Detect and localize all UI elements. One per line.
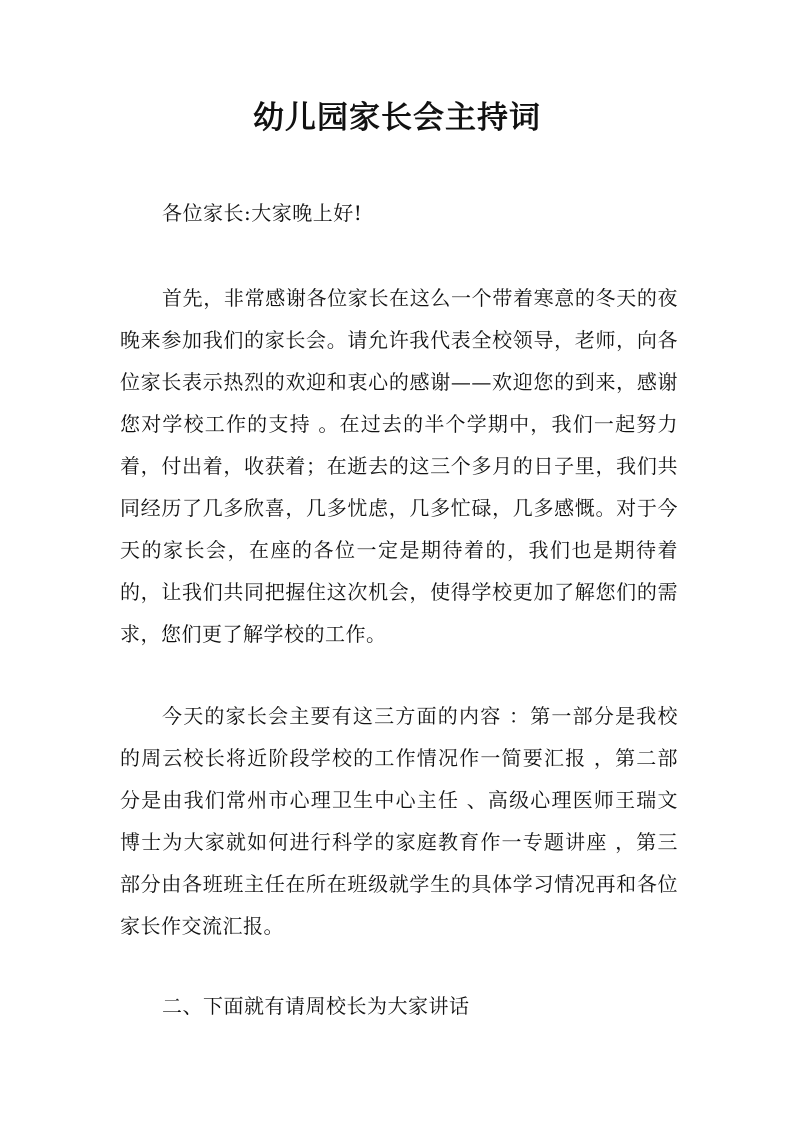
document-title: 幼儿园家长会主持词: [253, 100, 541, 136]
next-speaker-paragraph: 二、下面就有请周校长为大家讲话: [162, 994, 470, 1018]
meeting-content-paragraph: 今天的家长会主要有这三方面的内容 ：第一部分是我校的周云校长将近阶段学校的工作情况作一简要汇报 ，第二部分是由我们常州市心理卫生中心主任 、高级心理医师王瑞文博士为大家就如何进行科学的家庭教育作一专题讲座 ，第三部分由各班班主任在所在班级就学生的具体学习情况再和各位家长作交流汇报。: [120, 704, 678, 938]
intro-paragraph: 首先，非常感谢各位家长在这么一个带着寒意的冬天的夜晚来参加我们的家长会。请允许我代表全校领导，老师，向各位家长表示热烈的欢迎和衷心的感谢——欢迎您的到来，感谢您对学校工作的支持 。在过去的半个学期中，我们一起努力着，付出着，收获着；在逝去的这三个多月的日子里，我们共同经历了几多欣喜，几多忧虑，几多忙碌，几多感慨。对于今天的家长会，在座的各位一定是期待着的，我们也是期待着的，让我们共同把握住这次机会，使得学校更加了解您们的需求，您们更了解学校的工作。: [120, 286, 678, 646]
greeting-paragraph: 各位家长:大家晚上好!: [162, 201, 363, 225]
